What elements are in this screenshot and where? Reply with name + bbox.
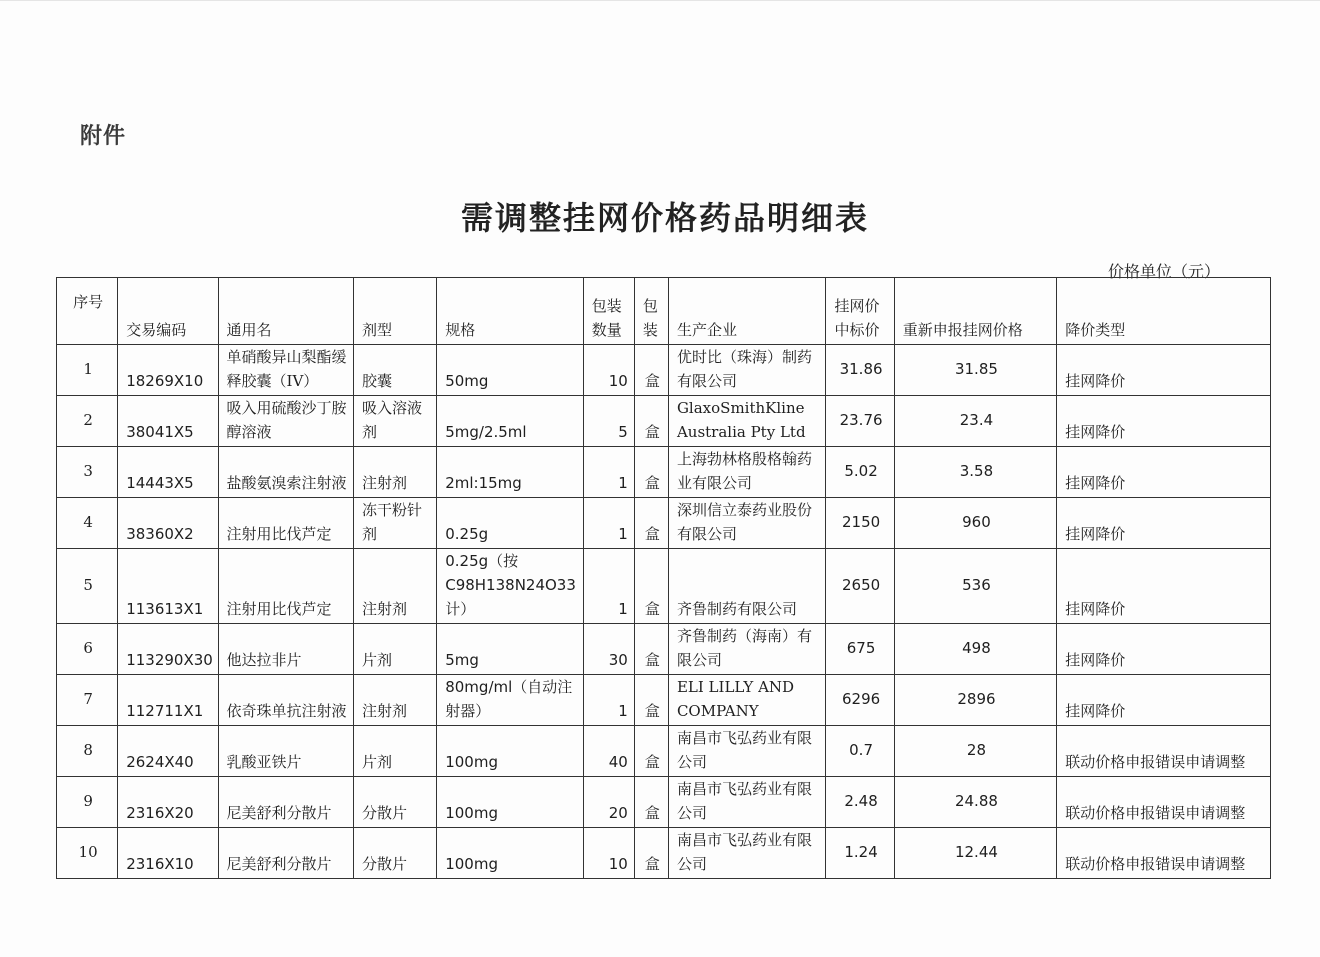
cell-pack-qty: 30 <box>583 624 634 675</box>
table-row <box>57 345 1271 396</box>
cell-maker: 深圳信立泰药业股份有限公司 <box>668 498 826 549</box>
cell-name: 注射用比伐芦定 <box>218 549 353 624</box>
cell-seq: 10 <box>57 828 118 879</box>
cell-maker: 齐鲁制药（海南）有限公司 <box>668 624 826 675</box>
cell-type: 挂网降价 <box>1057 675 1271 726</box>
cell-type: 挂网降价 <box>1057 498 1271 549</box>
cell-name: 注射用比伐芦定 <box>218 498 353 549</box>
cell-form: 吸入溶液剂 <box>353 396 436 447</box>
cell-code: 113290X30 <box>118 624 218 675</box>
cell-code: 38360X2 <box>118 498 218 549</box>
col-header-pack-unit: 包装 <box>634 278 668 345</box>
col-header-name: 通用名 <box>218 278 353 345</box>
attachment-label: 附件 <box>80 124 127 149</box>
col-header-bid-price: 挂网价中标价 <box>826 278 894 345</box>
cell-new-price: 24.88 <box>894 777 1057 828</box>
cell-form: 胶囊 <box>353 345 436 396</box>
cell-code: 113613X1 <box>118 549 218 624</box>
table-row <box>57 777 1271 828</box>
cell-pack-unit: 盒 <box>634 447 668 498</box>
table-header-row <box>57 278 1271 345</box>
cell-new-price: 23.4 <box>894 396 1057 447</box>
cell-spec: 0.25g <box>437 498 583 549</box>
cell-seq: 1 <box>57 345 118 396</box>
cell-pack-unit: 盒 <box>634 675 668 726</box>
col-header-pack-qty: 包装数量 <box>583 278 634 345</box>
cell-seq: 3 <box>57 447 118 498</box>
cell-form: 注射剂 <box>353 675 436 726</box>
cell-type: 联动价格申报错误申请调整 <box>1057 726 1271 777</box>
cell-bid-price: 6296 <box>826 675 894 726</box>
cell-new-price: 498 <box>894 624 1057 675</box>
cell-bid-price: 23.76 <box>826 396 894 447</box>
cell-new-price: 28 <box>894 726 1057 777</box>
cell-new-price: 31.85 <box>894 345 1057 396</box>
cell-type: 联动价格申报错误申请调整 <box>1057 777 1271 828</box>
table-row <box>57 675 1271 726</box>
cell-name: 乳酸亚铁片 <box>218 726 353 777</box>
cell-name: 尼美舒利分散片 <box>218 777 353 828</box>
cell-bid-price: 2650 <box>826 549 894 624</box>
cell-form: 分散片 <box>353 828 436 879</box>
cell-seq: 7 <box>57 675 118 726</box>
col-header-maker: 生产企业 <box>668 278 826 345</box>
cell-seq: 4 <box>57 498 118 549</box>
cell-spec: 100mg <box>437 777 583 828</box>
cell-spec: 5mg <box>437 624 583 675</box>
cell-form: 分散片 <box>353 777 436 828</box>
table-row <box>57 447 1271 498</box>
cell-pack-qty: 10 <box>583 828 634 879</box>
col-header-spec: 规格 <box>437 278 583 345</box>
cell-form: 片剂 <box>353 624 436 675</box>
cell-pack-unit: 盒 <box>634 726 668 777</box>
cell-new-price: 12.44 <box>894 828 1057 879</box>
cell-bid-price: 2.48 <box>826 777 894 828</box>
cell-type: 挂网降价 <box>1057 624 1271 675</box>
cell-code: 2316X10 <box>118 828 218 879</box>
cell-pack-qty: 5 <box>583 396 634 447</box>
cell-spec: 5mg/2.5ml <box>437 396 583 447</box>
cell-pack-qty: 40 <box>583 726 634 777</box>
cell-bid-price: 31.86 <box>826 345 894 396</box>
cell-name: 尼美舒利分散片 <box>218 828 353 879</box>
cell-name: 单硝酸异山梨酯缓释胶囊（IV） <box>218 345 353 396</box>
cell-pack-unit: 盒 <box>634 624 668 675</box>
cell-form: 注射剂 <box>353 549 436 624</box>
cell-seq: 5 <box>57 549 118 624</box>
cell-code: 2316X20 <box>118 777 218 828</box>
cell-pack-qty: 10 <box>583 345 634 396</box>
cell-pack-qty: 1 <box>583 549 634 624</box>
drug-price-table <box>56 277 1271 879</box>
cell-form: 冻干粉针剂 <box>353 498 436 549</box>
table-row <box>57 726 1271 777</box>
cell-bid-price: 675 <box>826 624 894 675</box>
cell-name: 依奇珠单抗注射液 <box>218 675 353 726</box>
cell-pack-qty: 1 <box>583 675 634 726</box>
cell-code: 14443X5 <box>118 447 218 498</box>
cell-type: 联动价格申报错误申请调整 <box>1057 828 1271 879</box>
cell-new-price: 960 <box>894 498 1057 549</box>
cell-type: 挂网降价 <box>1057 345 1271 396</box>
table-row <box>57 624 1271 675</box>
cell-new-price: 3.58 <box>894 447 1057 498</box>
cell-spec: 2ml:15mg <box>437 447 583 498</box>
price-unit-note: 价格单位（元） <box>1107 262 1220 281</box>
cell-type: 挂网降价 <box>1057 549 1271 624</box>
cell-maker: 上海勃林格殷格翰药业有限公司 <box>668 447 826 498</box>
cell-pack-unit: 盒 <box>634 828 668 879</box>
cell-maker: 南昌市飞弘药业有限公司 <box>668 828 826 879</box>
cell-spec: 50mg <box>437 345 583 396</box>
cell-spec: 100mg <box>437 828 583 879</box>
cell-bid-price: 2150 <box>826 498 894 549</box>
col-header-new-price: 重新申报挂网价格 <box>894 278 1057 345</box>
cell-pack-unit: 盒 <box>634 498 668 549</box>
cell-pack-unit: 盒 <box>634 777 668 828</box>
cell-form: 注射剂 <box>353 447 436 498</box>
cell-pack-unit: 盒 <box>634 396 668 447</box>
cell-code: 18269X10 <box>118 345 218 396</box>
cell-seq: 6 <box>57 624 118 675</box>
col-header-type: 降价类型 <box>1057 278 1271 345</box>
cell-maker: ELI LILLY AND COMPANY <box>668 675 826 726</box>
cell-name: 他达拉非片 <box>218 624 353 675</box>
cell-bid-price: 0.7 <box>826 726 894 777</box>
col-header-seq: 序号 <box>57 278 118 345</box>
table-row <box>57 549 1271 624</box>
cell-maker: 南昌市飞弘药业有限公司 <box>668 777 826 828</box>
table-row <box>57 828 1271 879</box>
cell-name: 盐酸氨溴索注射液 <box>218 447 353 498</box>
cell-pack-qty: 1 <box>583 498 634 549</box>
cell-pack-qty: 1 <box>583 447 634 498</box>
cell-maker: 齐鲁制药有限公司 <box>668 549 826 624</box>
cell-type: 挂网降价 <box>1057 396 1271 447</box>
cell-new-price: 2896 <box>894 675 1057 726</box>
cell-bid-price: 5.02 <box>826 447 894 498</box>
cell-seq: 8 <box>57 726 118 777</box>
col-header-form: 剂型 <box>353 278 436 345</box>
cell-spec: 100mg <box>437 726 583 777</box>
cell-spec: 80mg/ml（自动注射器） <box>437 675 583 726</box>
cell-maker: 南昌市飞弘药业有限公司 <box>668 726 826 777</box>
table-row <box>57 498 1271 549</box>
cell-form: 片剂 <box>353 726 436 777</box>
cell-name: 吸入用硫酸沙丁胺醇溶液 <box>218 396 353 447</box>
cell-pack-qty: 20 <box>583 777 634 828</box>
cell-pack-unit: 盒 <box>634 345 668 396</box>
cell-bid-price: 1.24 <box>826 828 894 879</box>
cell-type: 挂网降价 <box>1057 447 1271 498</box>
cell-maker: 优时比（珠海）制药有限公司 <box>668 345 826 396</box>
page-title: 需调整挂网价格药品明细表 <box>460 199 869 237</box>
cell-code: 112711X1 <box>118 675 218 726</box>
cell-code: 2624X40 <box>118 726 218 777</box>
cell-pack-unit: 盒 <box>634 549 668 624</box>
cell-new-price: 536 <box>894 549 1057 624</box>
cell-code: 38041X5 <box>118 396 218 447</box>
col-header-code: 交易编码 <box>118 278 218 345</box>
cell-seq: 2 <box>57 396 118 447</box>
cell-maker: GlaxoSmithKline Australia Pty Ltd <box>668 396 826 447</box>
cell-spec: 0.25g（按C98H138N24O33计） <box>437 549 583 624</box>
cell-seq: 9 <box>57 777 118 828</box>
table-row <box>57 396 1271 447</box>
